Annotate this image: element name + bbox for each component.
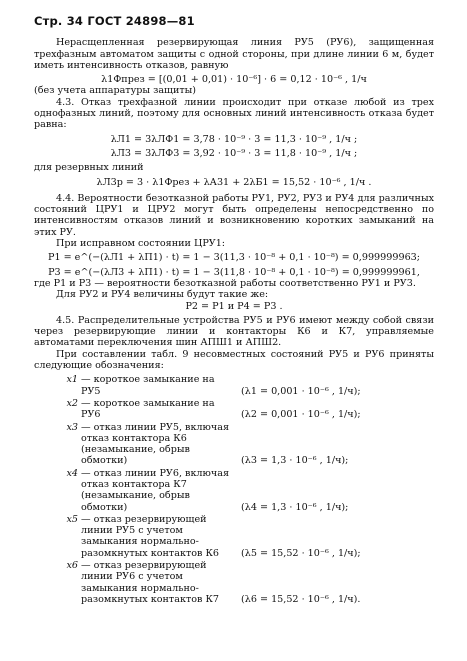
- paragraph-normal-state: При исправном состоянии ЦРУ1:: [56, 238, 226, 250]
- formula-p3: P3 = e^(−(λЛ3 + λП1) · t) = 1 − 3(11,8 · 10⁻⁸ + 0,1 · 10⁻⁸) = 0,999999961,: [48, 266, 420, 278]
- notation-list: [36, 374, 434, 605]
- item-value: (λ1 = 0,001 · 10⁻⁶ , 1/ч);: [241, 385, 361, 397]
- item-label: x5: [66, 513, 78, 525]
- document-page: [34, 16, 434, 606]
- item-value: (λ3 = 1,3 · 10⁻⁶ , 1/ч);: [241, 455, 349, 467]
- page-header: Стр. 34 ГОСТ 24898—81: [34, 14, 195, 28]
- item-value: (λ4 = 1,3 · 10⁻⁶ , 1/ч);: [241, 501, 349, 513]
- item-value: (λ5 = 15,52 · 10⁻⁶ , 1/ч);: [241, 547, 361, 559]
- list-item: [36, 398, 434, 421]
- list-item: [36, 468, 434, 513]
- paragraph-4-3: 4.3. Отказ трехфазной линии происходит при отказе любой из трех однофазных линий, поэтому для основных линий интенсивность отказа будет равна:: [34, 96, 434, 131]
- list-item: [36, 374, 434, 397]
- item-value: (λ6 = 15,52 · 10⁻⁶ , 1/ч).: [241, 593, 361, 605]
- item-value: (λ2 = 0,001 · 10⁻⁶ , 1/ч);: [241, 409, 361, 421]
- formula-p2-p4: P2 = P1 и P4 = P3 .: [185, 300, 283, 312]
- formula-lambda-l1: λЛ1 = 3λЛФ1 = 3,78 · 10⁻⁹ · 3 = 11,3 · 10⁻⁹ , 1/ч ;: [110, 133, 358, 145]
- list-item: [36, 514, 434, 559]
- paragraph-reserve-lines: для резервных линий: [34, 162, 144, 174]
- paragraph-table-9: При составлении табл. 9 несовместных состояний РУ5 и РУ6 приняты следующие обозначения:: [34, 348, 434, 372]
- formula-lambda-l3: λЛ3 = 3λЛФ3 = 3,92 · 10⁻⁹ · 3 = 11,8 · 10⁻⁹ , 1/ч ;: [110, 147, 358, 159]
- item-text: — отказ линии РУ6, включая отказ контактора К7 (незамыкание, обрыв обмотки): [81, 467, 229, 513]
- paragraph-redundant-line: Нерасщепленная резервирующая линия РУ5 (РУ6), защищенная трехфазным автоматом защиты с одной стороны, при длине линии 6 м, будет иметь интенсивность отказов, равную: [34, 37, 434, 71]
- formula-p1: P1 = e^(−(λЛ1 + λП1) · t) = 1 − 3(11,3 · 10⁻⁸ + 0,1 · 10⁻⁸) = 0,999999963;: [47, 252, 421, 264]
- item-label: x3: [66, 421, 78, 433]
- paragraph-4-5: 4.5. Распределительные устройства РУ5 и РУ6 имеют между собой связи через резервирующие линии и контакторы К6 и К7, управляемые автоматами переключения шин АПШ1 и АПШ2.: [34, 314, 434, 349]
- item-label: x1: [66, 374, 78, 386]
- item-text: — отказ резервирующей линии РУ5 с учетом замыкания нормально-разомкнутых контактов К6: [81, 513, 220, 559]
- item-text: — короткое замыкание на РУ6: [81, 397, 215, 421]
- item-label: x2: [66, 397, 78, 409]
- item-label: x4: [66, 467, 78, 479]
- list-item: [36, 560, 434, 605]
- list-item: [36, 422, 434, 467]
- paragraph-ru2-ru4: Для РУ2 и РУ4 величины будут такие же:: [56, 289, 269, 301]
- note-without-protection: (без учета аппаратуры защиты): [34, 85, 197, 97]
- paragraph-p-definition: где P1 и P3 — вероятности безотказной работы соответственно РУ1 и РУ3.: [34, 277, 416, 289]
- item-label: x6: [66, 560, 78, 572]
- item-text: — отказ линии РУ5, включая отказ контактора К6 (незамыкание, обрыв обмотки): [81, 421, 229, 467]
- formula-lambda-1f-rez: λ1Фпрез = [(0,01 + 0,01) · 10⁻⁶] · 6 = 0,12 · 10⁻⁶ , 1/ч: [101, 74, 367, 86]
- paragraph-4-4: 4.4. Вероятности безотказной работы РУ1, РУ2, РУ3 и РУ4 для различных состояний ЦРУ1 и ЦРУ2 могут быть определены непосредственно по интенсивностям отказов линий и возникновению коротких замыканий на этих РУ.: [34, 192, 434, 238]
- item-text: — отказ резервирующей линии РУ6 с учетом замыкания нормально-разомкнутых контактов К7: [81, 560, 220, 605]
- item-text: — короткое замыкание на РУ5: [81, 374, 215, 397]
- formula-lambda-l3r: λЛ3р = 3 · λ1Фрез + λА31 + 2λБ1 = 15,52 · 10⁻⁶ , 1/ч .: [96, 176, 372, 188]
